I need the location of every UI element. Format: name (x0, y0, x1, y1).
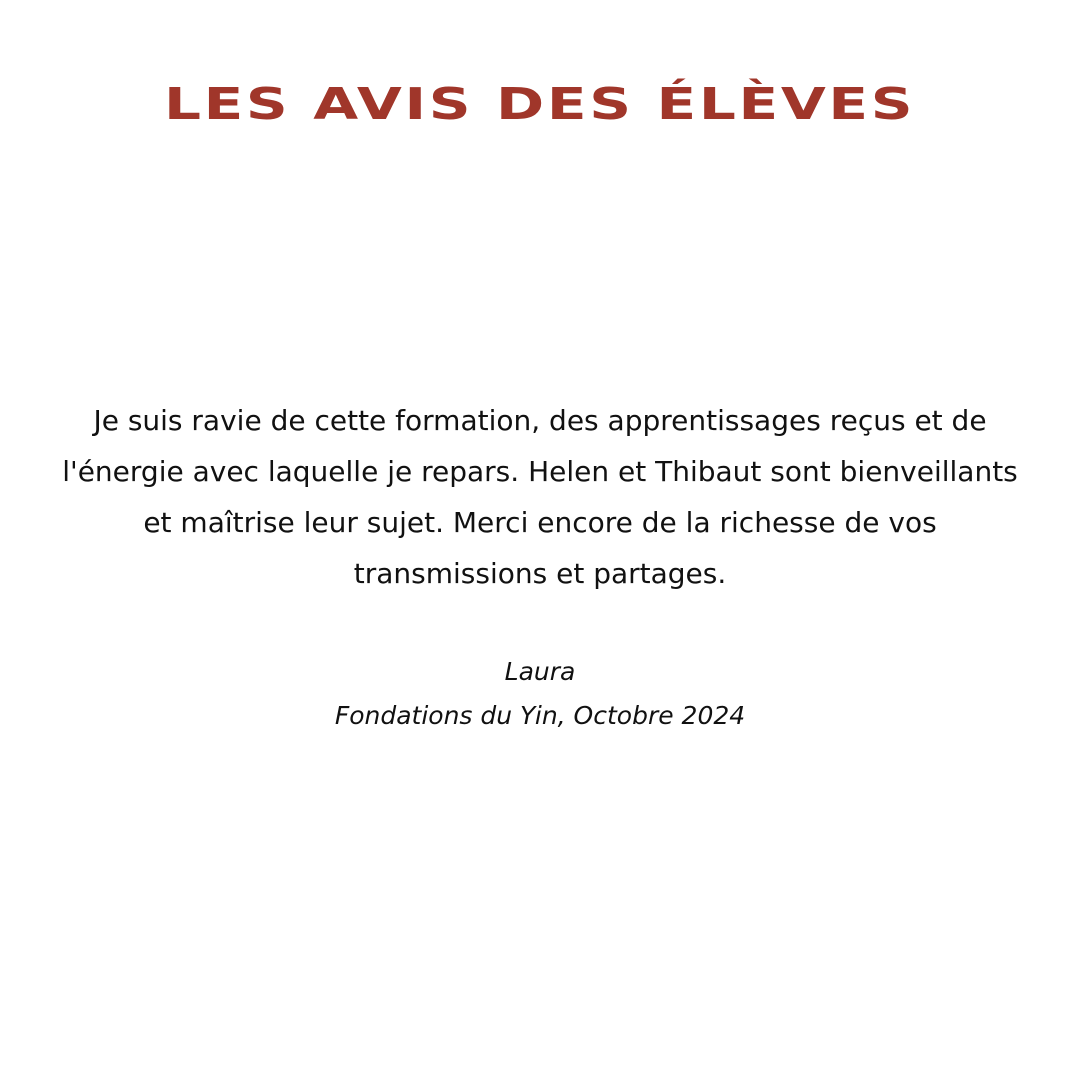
testimonial-quote: Je suis ravie de cette formation, des apprentissages reçus et de l'énergie avec laquelle je repars. Helen et Thibaut sont bienveillants et maîtrise leur sujet. Merci encore de la richesse de vos transmissions et partages. (62, 404, 1018, 590)
page-title (0, 78, 1080, 132)
testimonial-course: Fondations du Yin, Octobre 2024 (334, 701, 746, 730)
page-title-text: LES AVIS DES ÉLÈVES (164, 79, 916, 130)
testimonial-attribution (0, 650, 1080, 738)
testimonial-author: Laura (504, 657, 576, 686)
